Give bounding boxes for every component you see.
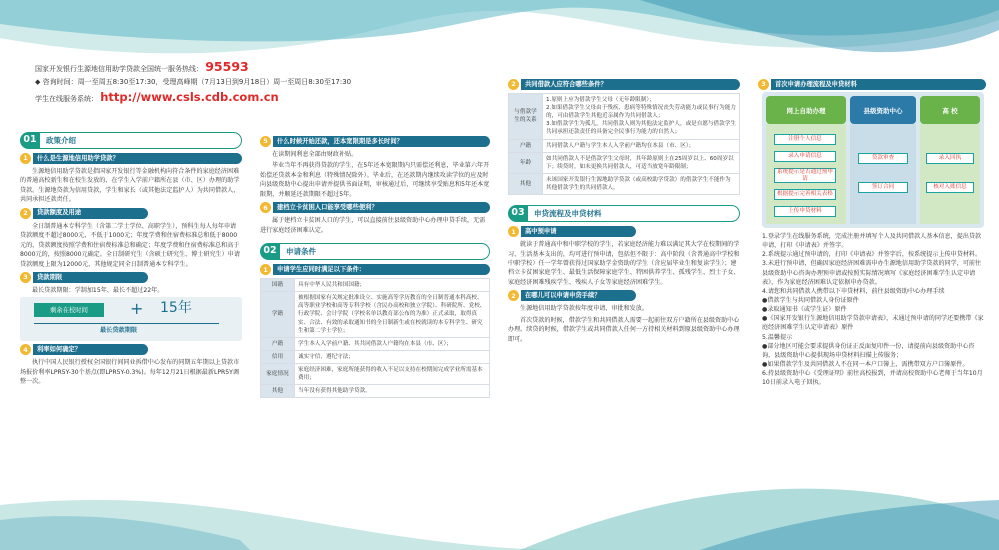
plus-sign: + <box>130 299 144 319</box>
section-number: 02 <box>260 243 280 260</box>
step-5: 5.温馨提示 <box>762 333 793 341</box>
row-header: 户籍 <box>509 139 543 152</box>
where-apply-header <box>508 290 740 301</box>
table-row <box>261 337 490 350</box>
term-bottom-label: 最长贷款期限 <box>100 327 138 335</box>
flow-diagram <box>762 92 984 228</box>
row-header: 其他 <box>261 385 295 398</box>
apply-steps <box>762 232 986 387</box>
flow-step-complete-forms: 根据提示完善相关表格 <box>774 189 836 200</box>
row-value: 共同借款人户籍与学生本人入学前户籍均在本县（市、区）； <box>543 139 740 152</box>
where-apply-number: 2 <box>508 290 519 301</box>
row-header: 学籍 <box>261 292 295 338</box>
q6-text: 属于建档立卡贫困人口的学生，可以直接前往县级资助中心办理申贷手续，无需进行家庭经济困难认定。 <box>260 217 486 234</box>
flow-step-pre-apply-check: 系统提示是否通过预申请 <box>774 168 836 183</box>
flow-step-enter-info: 录入申请信息 <box>774 151 836 162</box>
q5-header <box>260 136 490 147</box>
first-apply-header <box>758 79 986 90</box>
service-hours: ◆ 咨询时间：周一至周五8:30至17:30，受理高峰期（7月13日到9月18日）周一至周日8:30至17:30 <box>35 78 352 86</box>
row-value: 家庭经济困难，家庭所能获得的收入不足以支持在校期间完成学业所需基本费用； <box>295 363 490 384</box>
step-5-item-1: ●部分地区可能会要求提供身份证正反面复印件一份，请提前向县级资助中心咨询，县级资助中心提供现场申贷材料扫描上传服务； <box>762 342 975 359</box>
row-value: 当年没有获得其他助学贷款。 <box>295 385 490 398</box>
where-apply-text-1: 生源地信用助学贷款按年度申请、审批和发放。 <box>520 305 648 313</box>
first-apply-number: 3 <box>758 79 769 90</box>
flow-step-verify: 核对入账信息 <box>926 182 974 193</box>
q2-number: 2 <box>20 208 31 219</box>
row-header: 与借款学生的关系 <box>509 94 543 140</box>
cond-q1-title: 申请学生应同时满足以下条件： <box>273 264 490 275</box>
student-conditions-table <box>260 278 490 398</box>
q5-number: 5 <box>260 136 271 147</box>
row-value: 学生本人入学前户籍、其共同借款人户籍均在本县（市、区）； <box>295 337 490 350</box>
step-5-item-2: ●如果借款学生及共同借款人不在同一本户口簿上，需携带双方户口簿原件。 <box>762 360 969 368</box>
row-value: 具有中华人民共和国国籍； <box>295 279 490 292</box>
column-process <box>508 76 740 346</box>
years-value: 15年 <box>160 300 192 317</box>
q1-title: 什么是生源地信用助学贷款？ <box>33 153 242 164</box>
row-value: 1.原则上应为借款学生父母（无年龄限制）； 2.如果借款学生父母由于残疾、患病等特殊情况丧失劳动能力或民事行为能力的，可由借款学生其他近亲属作为共同借款人； 3.如借款学生为孤儿，共同借款人则为其他法定监护人，或是自愿与借款学生共同承担还款责任的具备完全民事行为能力的自然人； <box>543 94 740 140</box>
q4-header <box>20 344 242 355</box>
q5-text-1: 在读期间利息全部由财政补贴。 <box>272 151 358 158</box>
co-borrower-table <box>508 93 740 195</box>
co-borrower-title: 共同借款人应符合哪些条件？ <box>521 79 740 90</box>
step-4: 4.请您和共同借款人携带以下申贷材料，前往县级资助中心办理手续 <box>762 287 945 295</box>
flow-lane-county <box>850 124 916 224</box>
q2-header <box>20 208 242 219</box>
flow-step-contract: 签订合同 <box>858 182 908 193</box>
table-row <box>261 350 490 363</box>
q4-title: 利率如何确定？ <box>33 344 148 355</box>
section-process-header <box>508 205 740 222</box>
table-row <box>509 152 740 173</box>
table-row <box>509 173 740 194</box>
hotline-label: 国家开发银行生源地信用助学贷款全国统一服务热线： <box>35 65 203 73</box>
section-title: 申贷流程及申贷材料 <box>528 205 740 222</box>
section-number: 03 <box>508 205 528 222</box>
co-borrower-header <box>508 79 740 90</box>
section-title: 申请条件 <box>280 243 490 260</box>
loan-term-diagram <box>20 297 242 341</box>
table-row <box>509 94 740 140</box>
cond-q1-header <box>260 264 490 275</box>
step-2: 2.系统提示通过预申请的，打印《申请表》并签字后，按系统提示上传申贷材料。 <box>762 251 982 259</box>
q3-title: 贷款期限 <box>33 272 148 283</box>
step-3: 3.未进行预申请，但确因家庭经济困难需申办生源地信用助学贷款的同学，可前往县级资助中心咨询办理预申请或按照实际情况填写《家庭经济困难学生认定申请表》，作为家庭经济困难认定依据申办贷款。 <box>762 260 982 286</box>
table-row <box>261 385 490 398</box>
where-apply-title: 在哪儿可以申请申贷手续？ <box>521 290 636 301</box>
table-row <box>261 363 490 384</box>
flow-step-review: 贷款审查 <box>858 153 908 164</box>
table-row <box>261 279 490 292</box>
row-value: 如共同借款人不是借款学生父母时，其年龄原则上在25周岁以上、60周岁以下；续贷时，如未更换共同借款人，可适当放宽年龄限制； <box>543 152 740 173</box>
section-policy-header <box>20 132 242 149</box>
q4-text: 执行中国人民银行授权全国银行间同业拆借中心发布的同期五年期以上贷款市场报价利率LPR5Y-30个基点(即LPR5Y-0.3%)。每年12月21日根据最新LPR5Y调整一次。 <box>20 359 240 386</box>
remaining-time-box: 剩余在校时间 <box>34 303 104 317</box>
section-conditions-header <box>260 243 490 260</box>
q2-text: 全日制普通本专科学生（含第二学士学位、高职学生），预科生每人每年申请贷款额度不超过8000元，不低于1000元；年度学费和住宿费标准总和低于8000元的，贷款额度按照学费和住宿费标准总和确定；年度学费和住宿费标准总和高于8000元的，按照8000元确定。全日制研究生（含硕士研究生、博士研究生）申请贷款额度上限为12000元，其他规定同全日制普通本专科学生。 <box>20 222 240 268</box>
q3-text: 最长贷款期限：学制加15年、最长不超过22年。 <box>32 286 164 294</box>
step-4-item-3: ●《国家开发银行生源地信用助学贷款申请表》，未通过预申请的同学还要携带《家庭经济困难学生认定申请表》原件 <box>762 315 984 332</box>
column-conditions <box>260 133 490 398</box>
row-value: 诚实守信，遵纪守法； <box>295 350 490 363</box>
row-header: 年龄 <box>509 152 543 173</box>
cond-q1-number: 1 <box>260 264 271 275</box>
header <box>35 57 505 107</box>
row-header: 信用 <box>261 350 295 363</box>
row-header: 家庭情况 <box>261 363 295 384</box>
row-value: 被根据国家有关规定批准设立、实施高等学历教育的全日制普通本科高校、高等职业学校和高等专科学校（含民办高校和独立学院）、科研院所、党校、行政学院、会计学院（学校名单以教育部公布的为准）正式录取，取得真实、合法、有效的录取通知书的全日制新生或在校就读的本专科学生、研究生和第二学士学位； <box>295 292 490 338</box>
flow-head-online: 网上自助办理 <box>766 96 846 124</box>
pre-apply-number: 1 <box>508 226 519 237</box>
first-apply-title: 首次申请办理流程及申贷材料 <box>771 79 986 90</box>
q3-number: 3 <box>20 272 31 283</box>
site-line <box>35 88 505 106</box>
step-1: 1.登录学生在线服务系统，完成注册并填写个人及共同借款人基本信息，提出贷款申请，打印《申请表》并签字。 <box>762 233 982 250</box>
q4-number: 4 <box>20 344 31 355</box>
flow-lane-college <box>920 124 980 224</box>
q5-text-2: 毕业当年不再获得贷款的学生，在5年还本宽限期内只需偿还利息，毕业第六年开始偿还贷款本金和利息（特殊情况除外）。毕业后，在还款期内继续攻读学位的应及时向县级资助中心提出申请并提供书面证明，审核通过后，可继续享受贴息和5年还本宽限期，并顺延还款期限不超过5年。 <box>260 162 490 198</box>
where-apply-text-2: 首次贷款的时候，借款学生和共同借款人需要一起前往双方户籍所在县级资助中心办理。续贷的时候，借款学生或共同借款人任何一方持相关材料到原县级资助中心办理即可。 <box>508 316 740 343</box>
row-header: 户籍 <box>261 337 295 350</box>
q5-title: 什么时候开始还款，还本宽限期是多长时间？ <box>273 136 490 147</box>
table-row <box>509 139 740 152</box>
flow-head-county: 县级资助中心 <box>850 96 916 124</box>
pre-apply-text: 就读于普通高中和中职学校的学生，若家庭经济能力难以满足其大学在校期间的学习、生活基本支出的，均可进行预申请，包括但不限于：高中阶段（含普通高中学校和中职学校）任一学年曾获得过国家助学金资助的学生（含应届毕业生和复读学生）；建档立卡贫困家庭学生、最低生活保障家庭学生、特困供养学生、孤残学生、烈士子女、家庭经济困难残疾学生、残疾人子女等家庭经济困难学生。 <box>508 241 740 286</box>
section-title: 政策介绍 <box>40 132 242 149</box>
row-header: 其他 <box>509 173 543 194</box>
step-6: 6.持县级资助中心《受理证明》前往高校报到，并请高校资助中心老师于当年10月10日前录入电子回执。 <box>762 370 983 387</box>
site-label: 学生在线服务系统： <box>35 95 98 104</box>
hotline-number: 95593 <box>205 59 249 74</box>
q1-header <box>20 153 242 164</box>
co-borrower-number: 2 <box>508 79 519 90</box>
table-row <box>261 292 490 338</box>
section-number: 01 <box>20 132 40 149</box>
flow-step-register: 注册个人信息 <box>774 134 836 145</box>
flow-step-upload: 上传申贷材料 <box>774 206 836 217</box>
flow-head-college: 高 校 <box>920 96 980 124</box>
hotline-line <box>35 57 505 77</box>
site-link[interactable]: http://www.csls.cdb.com.cn <box>100 90 279 105</box>
q1-number: 1 <box>20 153 31 164</box>
pre-apply-header <box>508 226 740 237</box>
q6-title: 建档立卡贫困人口能享受哪些便利？ <box>273 202 490 213</box>
pre-apply-title: 高中预申请 <box>521 226 636 237</box>
step-4-item-1: ●借款学生与共同借款人身份证原件 <box>762 296 859 304</box>
flow-step-receipt: 录入回执 <box>926 153 974 164</box>
q2-title: 贷款额度及用途 <box>33 208 148 219</box>
q3-header <box>20 272 242 283</box>
step-4-item-2: ●录取通知书（或学生证）原件 <box>762 306 847 314</box>
column-policy <box>20 128 242 389</box>
q6-number: 6 <box>260 202 271 213</box>
row-value: 未该国家开发银行生源地助学贷款（或高校助学贷款）的借款学生不能作为其他借款学生的共同借款人。 <box>543 173 740 194</box>
term-span-line <box>34 323 219 324</box>
q1-text: 生源地信用助学贷款是指国家开发银行等金融机构向符合条件的家庭经济困难的普通高校新生和在校生发放的、在学生入学前户籍所在县（市、区）办理的助学贷款。生源地贷款为信用贷款，学生和家长（或其他法定监护人）为共同借款人，共同承担还款责任。 <box>20 168 240 204</box>
q6-header <box>260 202 490 213</box>
row-header: 国籍 <box>261 279 295 292</box>
